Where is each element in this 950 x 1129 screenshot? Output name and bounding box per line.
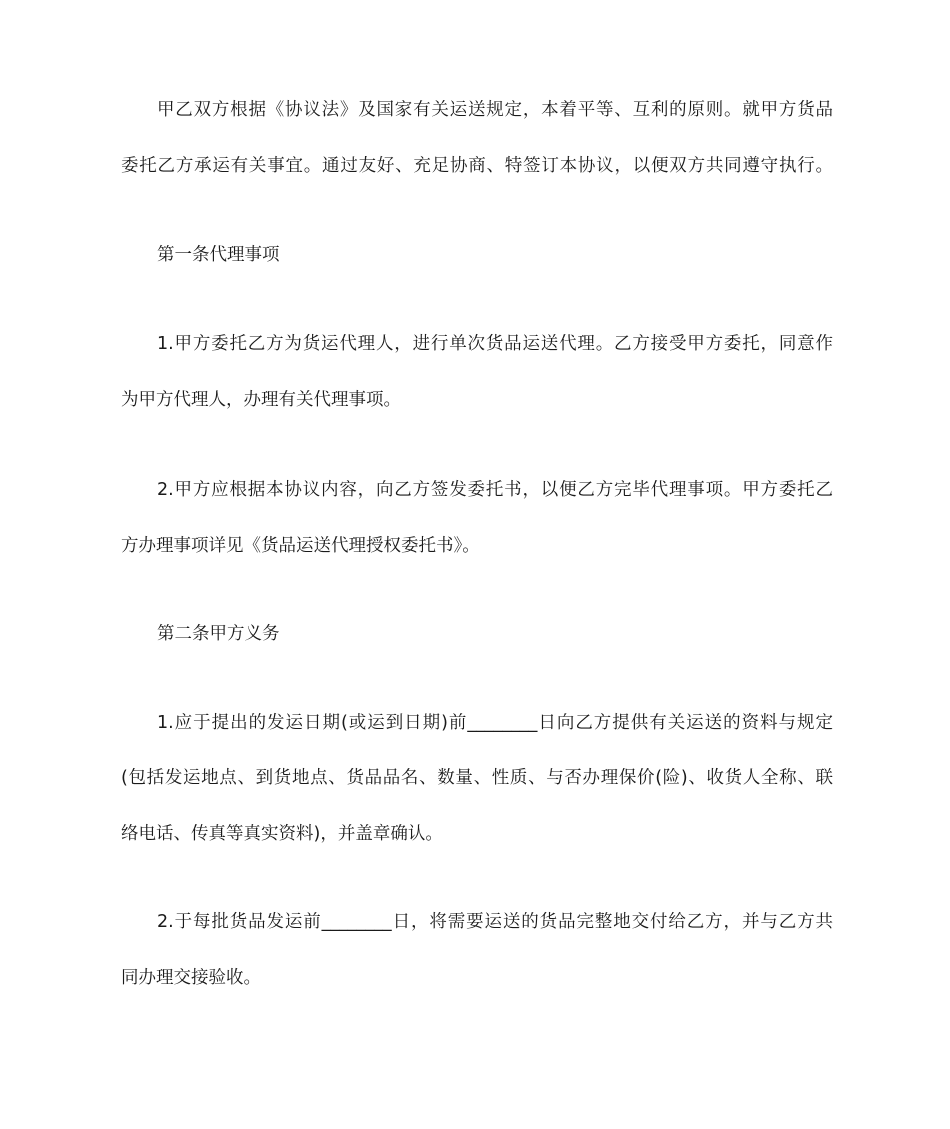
article-2-item-2-line-2: 同办理交接验收。 <box>121 968 261 988</box>
article-2-item-1-line-1: 1.应于提出的发运日期(或运到日期)前________日向乙方提供有关运送的资料与规定 <box>157 713 833 733</box>
article-1-item-2-line-2: 方办理事项详见《货品运送代理授权委托书》。 <box>121 536 480 556</box>
article-1-item-2-line-1: 2.甲方应根据本协议内容，向乙方签发委托书，以便乙方完毕代理事项。甲方委托乙 <box>157 480 833 500</box>
article-2-item-1-line-3: 络电话、传真等真实资料)，并盖章确认。 <box>121 824 443 844</box>
article-2-heading: 第二条甲方义务 <box>157 624 280 644</box>
paragraph-intro-line-2: 委托乙方承运有关事宜。通过友好、充足协商、特签订本协议，以便双方共同遵守执行。 <box>121 156 833 176</box>
paragraph-intro-line-1: 甲乙双方根据《协议法》及国家有关运送规定，本着平等、互利的原则。就甲方货品 <box>157 100 833 120</box>
article-1-item-1-line-1: 1.甲方委托乙方为货运代理人，进行单次货品运送代理。乙方接受甲方委托，同意作 <box>157 334 833 354</box>
article-2-item-2-line-1: 2.于每批货品发运前________日，将需要运送的货品完整地交付给乙方，并与乙方共 <box>157 912 833 932</box>
article-2-item-1-line-2: (包括发运地点、到货地点、货品品名、数量、性质、与否办理保价(险)、收货人全称、联 <box>121 768 833 788</box>
article-1-heading: 第一条代理事项 <box>157 245 280 265</box>
article-1-item-1-line-2: 为甲方代理人，办理有关代理事项。 <box>121 390 401 410</box>
